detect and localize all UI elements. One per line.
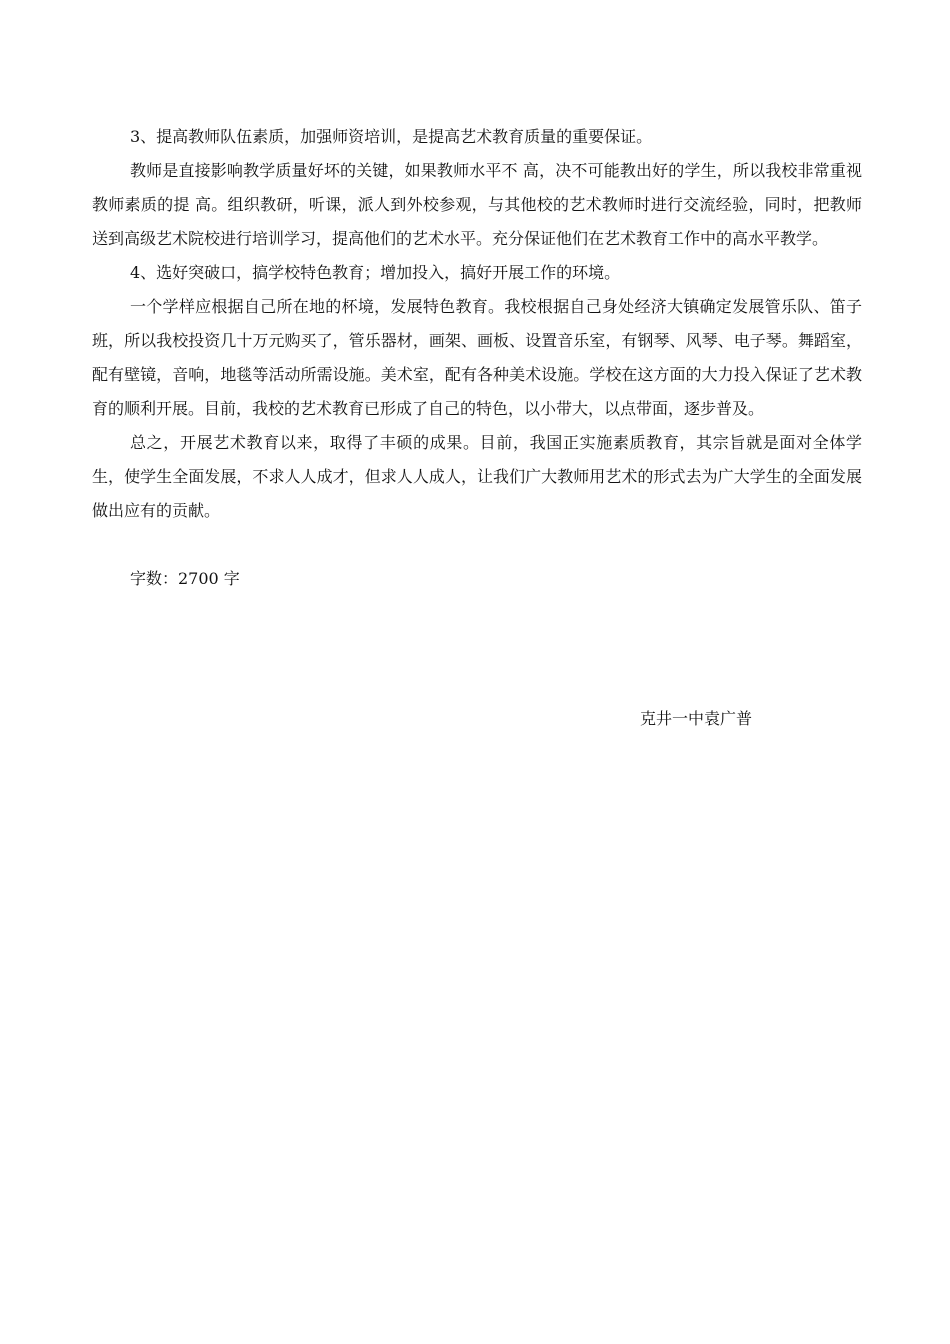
document-body xyxy=(92,120,862,596)
section-heading-4: 4、选好突破口，搞学校特色教育；增加投入，搞好开展工作的环境。 xyxy=(130,263,621,282)
paragraph-teacher-training: 教师是直接影响教学质量好坏的关键，如果教师水平不 高，决不可能教出好的学生，所以我校非常重视教师素质的提 高。组织教研，听课，派人到外校参观，与其他校的艺术教师时进行交流经验，同时，把教师送到高级艺术院校进行培训学习，提高他们的艺术水平。充分保证他们在艺术教育工作中的高水平教学。 xyxy=(92,161,862,248)
blank-line xyxy=(92,528,862,562)
paragraph-conclusion: 总之，开展艺术教育以来，取得了丰硕的成果。目前，我国正实施素质教育，其宗旨就是面对全体学生，使学生全面发展，不求人人成才，但求人人成人，让我们广大教师用艺术的形式去为广大学生的全面发展做出应有的贡献。 xyxy=(92,433,862,520)
word-count: 字数：2700 字 xyxy=(130,569,240,588)
paragraph-special-education: 一个学样应根据自己所在地的杯境，发展特色教育。我校根据自己身处经济大镇确定发展管乐队、笛子班，所以我校投资几十万元购买了，管乐器材，画架、画板、设置音乐室，有钢琴、风琴、电子琴。舞蹈室，配有壁镜，音响，地毯等活动所需设施。美术室，配有各种美术设施。学校在这方面的大力投入保证了艺术教育的顺利开展。目前，我校的艺术教育已形成了自己的特色，以小带大，以点带面，逐步普及。 xyxy=(92,297,862,418)
section-heading-3: 3、提高教师队伍素质，加强师资培训，是提高艺术教育质量的重要保证。 xyxy=(130,127,653,146)
author-signature: 克井一中袁广普 xyxy=(640,709,753,728)
